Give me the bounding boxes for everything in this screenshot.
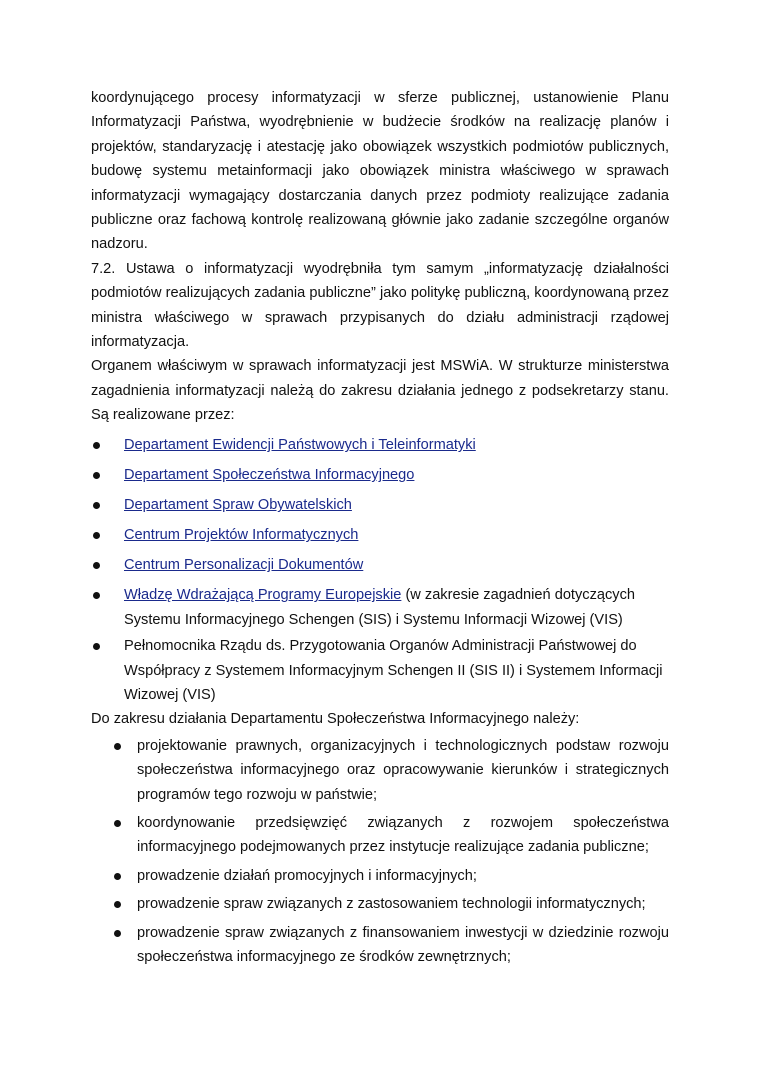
department-link[interactable]: Centrum Projektów Informatycznych xyxy=(124,527,359,544)
bullet-icon xyxy=(114,930,121,937)
list-item xyxy=(91,523,669,547)
list-item xyxy=(91,811,669,860)
list-item xyxy=(91,634,669,707)
document-page xyxy=(91,86,669,969)
organ-paragraph: Organem właściwym w sprawach informatyzacji jest MSWiA. W strukturze ministerstwa zagadnienia informatyzacji należą do zakresu działania jednego z podsekretarzy stanu. Są realizowane przez: xyxy=(91,358,669,424)
list-item xyxy=(91,734,669,807)
bullet-icon xyxy=(93,442,100,449)
list-item xyxy=(91,583,669,632)
list-item xyxy=(91,892,669,916)
bullet-icon xyxy=(93,592,100,599)
department-link[interactable]: Departament Ewidencji Państwowych i Teleinformatyki xyxy=(124,437,476,454)
department-link[interactable]: Departament Spraw Obywatelskich xyxy=(124,497,352,514)
list-item xyxy=(91,463,669,487)
list-item xyxy=(91,433,669,457)
tasks-list xyxy=(91,734,669,970)
department-link[interactable]: Departament Społeczeństwa Informacyjnego xyxy=(124,467,415,484)
list-item xyxy=(91,493,669,517)
departments-list xyxy=(91,433,669,707)
department-link[interactable]: Władzę Wdrażającą Programy Europejskie xyxy=(124,587,402,604)
bullet-icon xyxy=(114,820,121,827)
task-text: prowadzenie spraw związanych z finansowaniem inwestycji w dziedzinie rozwoju społeczeństwa informacyjnego ze środków zewnętrznych; xyxy=(137,924,669,965)
bullet-icon xyxy=(93,562,100,569)
plenipotentiary-text: Pełnomocnika Rządu ds. Przygotowania Organów Administracji Państwowej do Współpracy z Systemem Informacyjnym Schengen II (SIS II) i Systemem Informacji Wizowej (VIS) xyxy=(124,638,663,703)
department-note: (w zakresie zagadnień dotyczących Systemu Informacyjnego Schengen (SIS) i Systemu Informacji Wizowej (VIS) xyxy=(124,587,636,628)
section-7-2-paragraph: 7.2. Ustawa o informatyzacji wyodrębniła tym samym „informatyzację działalności podmiotów realizujących zadania publiczne” jako politykę publiczną, koordynowaną przez ministra właściwego w sprawach przypisanych do działu administracji rządowej informatyzacja. xyxy=(91,260,669,351)
bullet-icon xyxy=(114,873,121,880)
list-item xyxy=(91,864,669,888)
bullet-icon xyxy=(93,532,100,539)
task-text: koordynowanie przedsięwzięć związanych z rozwojem społeczeństwa informacyjnego podejmowanych przez instytucje realizujące zadania publiczne; xyxy=(137,814,669,856)
list-item xyxy=(91,921,669,970)
task-text: prowadzenie spraw związanych z zastosowaniem technologii informatycznych; xyxy=(137,896,646,913)
task-text: prowadzenie działań promocyjnych i informacyjnych; xyxy=(137,867,477,884)
department-link[interactable]: Centrum Personalizacji Dokumentów xyxy=(124,557,364,574)
task-text: projektowanie prawnych, organizacyjnych i technologicznych podstaw rozwoju społeczeństwa informacyjnego oraz opracowywanie kierunków i strategicznych programów tego rozwoju w państwie; xyxy=(137,737,669,803)
bullet-icon xyxy=(114,743,121,750)
intro-paragraph: koordynującego procesy informatyzacji w sferze publicznej, ustanowienie Planu Informatyzacji Państwa, wyodrębnienie w budżecie środków na realizację planów i projektów, standaryzację i atestację jako obowiązek wszystkich podmiotów publicznych, budowę systemu metainformacji jako obowiązek ministra właściwego w sprawach informatyzacji wymagający dostarczania danych przez podmioty realizujące zadania publiczne oraz fachową kontrolę realizowaną głównie jako zadanie szczególne organów nadzoru. xyxy=(91,90,669,253)
bullet-icon xyxy=(93,502,100,509)
bullet-icon xyxy=(93,472,100,479)
scope-heading: Do zakresu działania Departamentu Społeczeństwa Informacyjnego należy: xyxy=(91,711,580,728)
bullet-icon xyxy=(114,901,121,908)
bullet-icon xyxy=(93,643,100,650)
list-item xyxy=(91,553,669,577)
